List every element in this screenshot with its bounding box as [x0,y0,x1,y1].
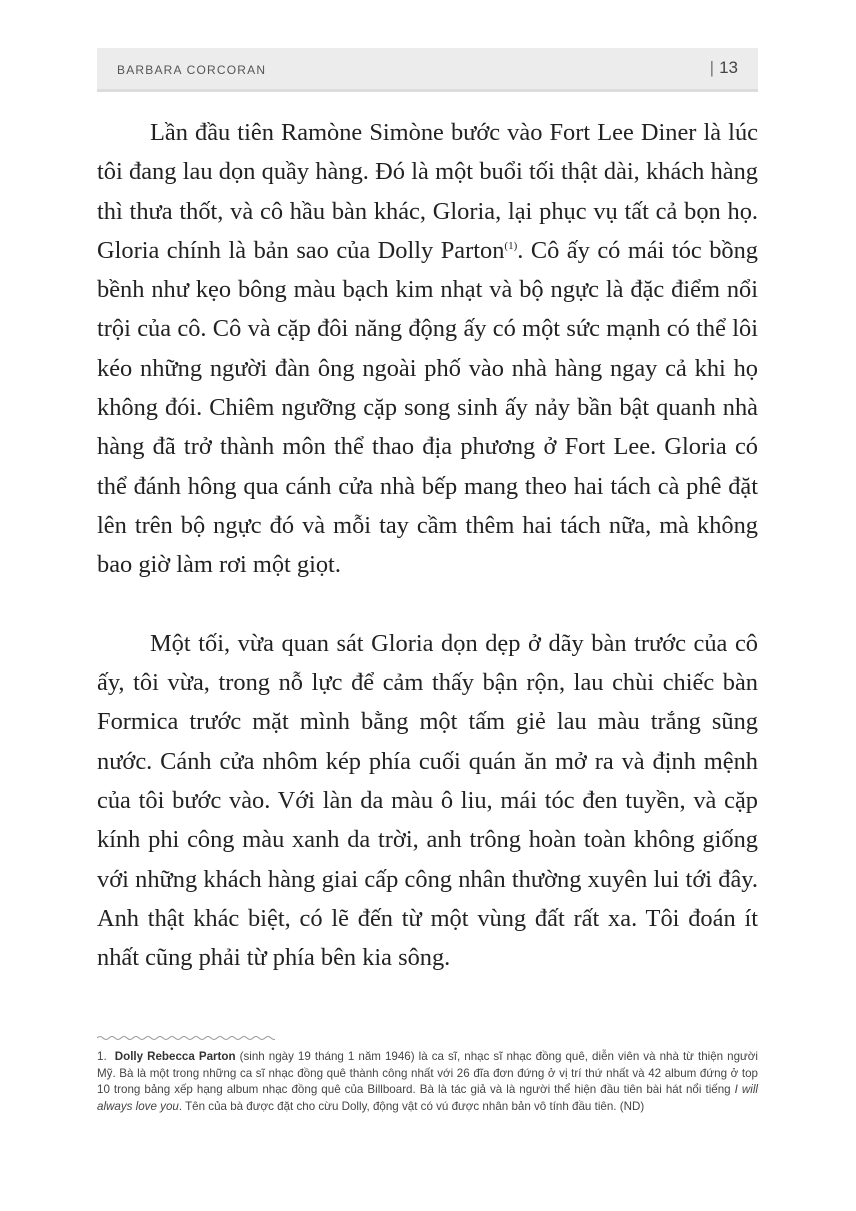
body-text [97,113,758,978]
footnote-ref: (1) [504,239,518,252]
footnote-text-1: (sinh ngày 19 tháng 1 năm 1946) là ca sĩ, nhạc sĩ nhạc đồng quê, diễn viên và nhà từ thiện người Mỹ. Bà là một trong những ca sĩ nhạc đồng quê thành công nhất với 26 đĩa đơn đứng ở vị trí thứ nhất và 42 album đứng ở top 10 trong bảng xếp hạng album nhạc đồng quê của Billboard. Bà là tác giả và là người thể hiện đầu tiên bài hát nổi tiếng [97,1050,758,1097]
paragraph-1-part-1: Lần đầu tiên Ramòne Simòne bước vào Fort Lee Diner là lúc tôi đang lau dọn quầy hàng. Đó là một buổi tối thật dài, khách hàng thì thưa thốt, và cô hầu bàn khác, Gloria, lại phục vụ tất cả bọn họ. Gloria chính là bản sao của Dolly Parton [97,119,758,264]
paragraph-1-part-2: . Cô ấy có mái tóc bồng bềnh như kẹo bông màu bạch kim nhạt và bộ ngực là đặc điểm nổi trội của cô. Cô và cặp đôi năng động ấy có một sức mạnh có thể lôi kéo những người đàn ông ngoài phố vào nhà hàng ngay cả khi họ không đói. Chiêm ngưỡng cặp song sinh ấy nảy bần bật quanh nhà hàng đã trở thành môn thể thao địa phương ở Fort Lee. Gloria có thể đánh hông qua cánh cửa nhà bếp mang theo hai tách cà phê đặt lên trên bộ ngực đó và mỗi tay cầm thêm hai tách nữa, mà không bao giờ làm rơi một giọt. [97,236,759,579]
running-header [97,48,758,92]
footnote-song-title: I will always love you [97,1083,759,1113]
header-page-number [710,58,738,78]
footnote-divider [97,1034,275,1042]
footnote-name: Dolly Rebecca Parton [114,1050,236,1063]
footnote-number: 1. [97,1050,107,1063]
header-author: BARBARA CORCORAN [117,63,267,77]
paragraph-2: Một tối, vừa quan sát Gloria dọn dẹp ở dãy bàn trước của cô ấy, tôi vừa, trong nỗ lực để cảm thấy bận rộn, lau chùi chiếc bàn Formica trước mặt mình bằng một tấm giẻ lau màu trắng sũng nước. Cánh cửa nhôm kép phía cuối quán ăn mở ra và định mệnh của tôi bước vào. Với làn da màu ô liu, mái tóc đen tuyền, và cặp kính phi công màu xanh da trời, anh trông hoàn toàn không giống với những khách hàng giai cấp công nhân thường xuyên lui tới đây. Anh thật khác biệt, có lẽ đến từ một vùng đất rất xa. Tôi đoán ít nhất cũng phải từ phía bên kia sông. [97,629,758,972]
footnote [97,1049,758,1115]
footnote-text-2: . Tên của bà được đặt cho cừu Dolly, động vật có vú được nhân bản vô tính đầu tiên. (ND) [178,1099,645,1113]
paragraph-1 [97,113,758,585]
header-separator: | [709,58,715,77]
page-number: 13 [719,58,738,77]
